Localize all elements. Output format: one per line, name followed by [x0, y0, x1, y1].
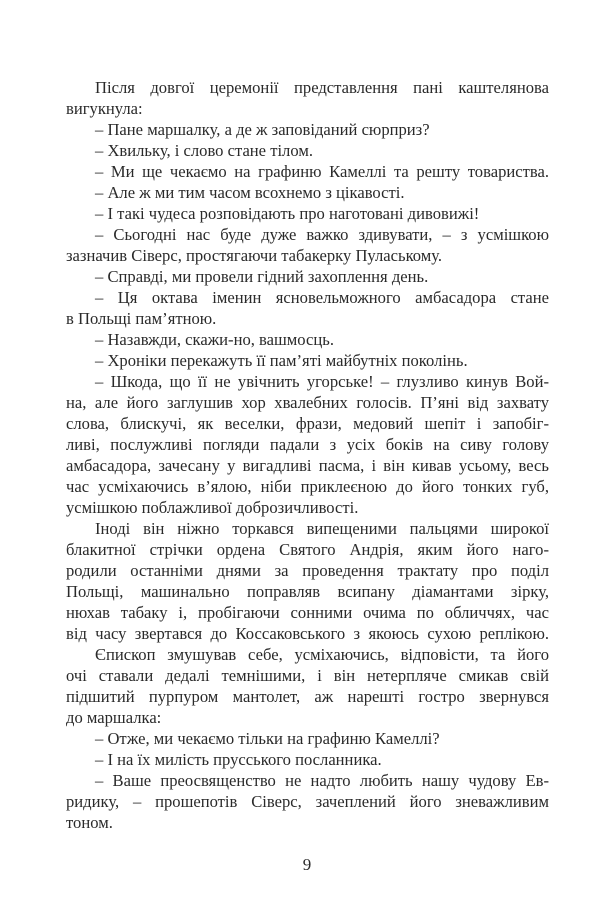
text-line: – Сьогодні нас буде дуже важко здивувати, – з усмішкою — [95, 225, 549, 244]
text-line: – Хвильку, і слово стане тілом. — [95, 141, 313, 160]
text-line: вигукнула: — [66, 99, 143, 118]
text-line: тоном. — [66, 813, 113, 832]
text-line: нюхав табаку і, пробігаючи сонними очима по обличчях, час — [66, 603, 549, 622]
text-line: – Шкода, що її не увічнить угорське! – глузливо кинув Вой- — [95, 372, 549, 391]
text-line: зазначив Сіверс, простягаючи табакерку Пулаському. — [66, 246, 443, 265]
text-line: – Справді, ми провели гідний захоплення день. — [95, 267, 429, 286]
text-line: усмішкою поблажливої доброзичливості. — [66, 498, 359, 517]
text-line: слова, блискучі, як веселки, фрази, медовий шепіт і запобіг- — [66, 414, 549, 433]
text-line: амбасадора, зачесану у вигадливі пасма, і він кивав усьому, весь — [66, 456, 549, 475]
text-line: підшитий пурпуром мантолет, аж нарешті гостро звернувся — [66, 687, 549, 706]
text-line: родили останніми днями за проведення трактату про поділ — [66, 561, 549, 580]
text-line: ливі, послужливі погляди падали з усіх боків на сиву голову — [66, 435, 549, 454]
text-line: – Але ж ми тим часом всохнемо з цікавості. — [95, 183, 405, 202]
text-line: – І такі чудеса розповідають про наготовані дивовижі! — [95, 204, 480, 223]
page-number: 9 — [302, 855, 312, 874]
text-line: – Ваше преосвященство не надто любить нашу чудову Ев- — [95, 771, 549, 790]
text-line: – Отже, ми чекаємо тільки на графиню Камеллі? — [95, 729, 440, 748]
text-line: на, але його заглушив хор хвалебних голосів. П’яні від захвату — [66, 393, 549, 412]
text-line: Єпископ змушував себе, усміхаючись, відповісти, та його — [95, 645, 549, 664]
text-line: до маршалка: — [66, 708, 162, 727]
text-line: – І на їх милість прусського посланника. — [95, 750, 382, 769]
body-text — [66, 77, 549, 833]
text-line: Після довгої церемонії представлення пані каштелянова — [95, 78, 549, 97]
text-line: – Ми ще чекаємо на графиню Камеллі та решту товариства. — [95, 162, 549, 181]
text-line: від часу звертався до Коссаковського з якоюсь сухою реплікою. — [66, 624, 549, 643]
text-line: – Ця октава іменин ясновельможного амбасадора стане — [95, 288, 549, 307]
text-line: в Польщі пам’ятною. — [66, 309, 217, 328]
text-line: очі ставали дедалі темнішими, і він нетерпляче смикав свій — [66, 666, 549, 685]
text-line: – Назавжди, скажи-но, вашмосць. — [95, 330, 334, 349]
text-line: – Пане маршалку, а де ж заповіданий сюрприз? — [95, 120, 430, 139]
text-line: Іноді він ніжно торкався випещеними пальцями широкої — [95, 519, 549, 538]
text-line: ридику, – прошепотів Сіверс, зачеплений його зневажливим — [66, 792, 549, 811]
text-line: Польщі, машинально поправляв всипану діамантами зірку, — [66, 582, 549, 601]
text-line: блакитної стрічки ордена Святого Андрія, яким його наго- — [66, 540, 549, 559]
text-line: час усміхаючись в’ялою, ніби приклеєною до його тонких губ, — [66, 477, 549, 496]
text-line: – Хроніки перекажуть її пам’яті майбутніх поколінь. — [95, 351, 468, 370]
